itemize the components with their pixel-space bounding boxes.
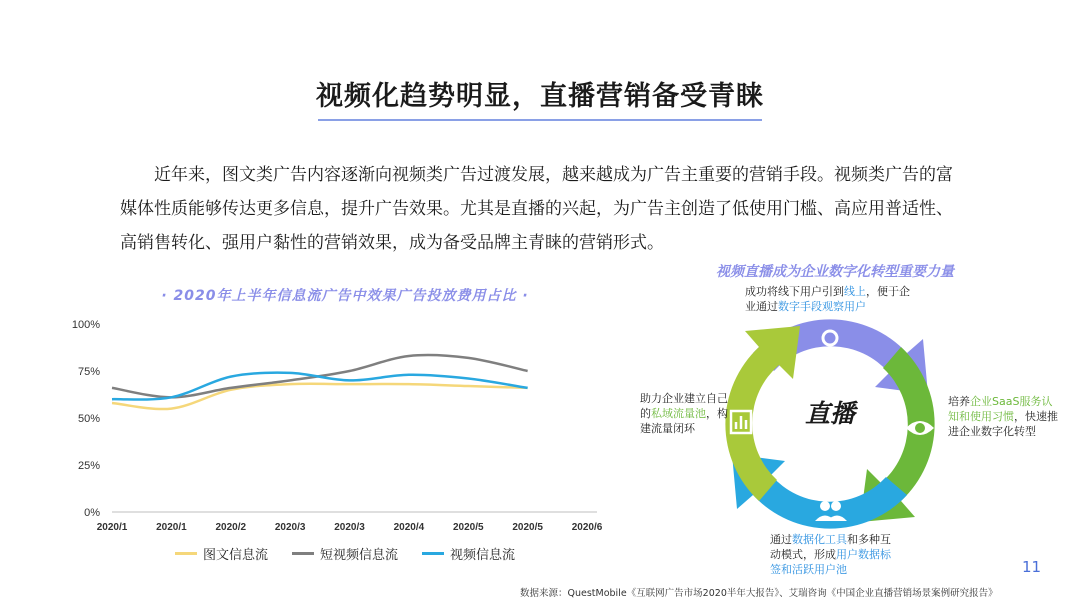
note-text: ，快速推进企业数字化转型 — [948, 410, 1058, 438]
x-tick-label: 2020/1 — [96, 522, 128, 533]
note-text: ，构建流量闭环 — [640, 407, 728, 435]
y-tick-label: 50% — [77, 413, 100, 425]
y-tick-label: 0% — [84, 507, 100, 519]
note-text: 通过 — [770, 533, 792, 546]
y-tick-label: 25% — [77, 460, 100, 472]
cycle-title: 视频直播成为企业数字化转型重要力量 — [716, 264, 954, 280]
legend-label: 图文信息流 — [203, 547, 269, 563]
cycle-note-bottom — [770, 532, 900, 577]
note-highlight: 数字手段观察用户 — [778, 300, 866, 313]
note-highlight: 企业SaaS服务认知和使用习惯 — [948, 395, 1053, 423]
x-tick-label: 2020/3 — [334, 522, 365, 533]
x-tick-label: 2020/6 — [571, 522, 603, 533]
y-tick-label: 100% — [71, 319, 100, 331]
x-tick-label: 2020/1 — [156, 522, 187, 533]
legend-item — [292, 545, 398, 561]
note-highlight: 用户数据标签和活跃用户池 — [770, 548, 891, 576]
note-text: 培养 — [948, 395, 970, 408]
title-underline — [318, 119, 762, 121]
x-tick-label: 2020/2 — [215, 522, 247, 533]
note-highlight: 私域流量池 — [651, 407, 706, 420]
intro-paragraph: 近年来，图文类广告内容逐渐向视频类广告过渡发展，越来越成为广告主重要的营销手段。视频类广告的富媒体性质能够传达更多信息，提升广告效果。尤其是直播的兴起，为广告主创造了低使用门槛、高应用普适性、高销售转化、强用户黏性的营销效果，成为备受品牌主青睐的营销形式。 — [120, 165, 953, 253]
x-tick-label: 2020/5 — [452, 522, 484, 533]
x-tick-label: 2020/3 — [274, 522, 306, 533]
cycle-note-right — [948, 394, 1063, 439]
note-highlight: 线上 — [844, 285, 866, 298]
legend-swatch — [422, 552, 444, 555]
data-source-note: 数据来源：QuestMobile《互联网广告市场2020半年大报告》、艾瑞咨询《中国企业直播营销场景案例研究报告》 — [520, 588, 998, 599]
note-text: 成功将线下用户引到 — [745, 285, 844, 298]
x-tick-label: 2020/5 — [512, 522, 543, 533]
y-tick-label: 75% — [77, 366, 100, 378]
line-chart — [60, 305, 620, 540]
page-number: 11 — [1022, 558, 1042, 576]
legend-item — [175, 545, 268, 561]
chart-legend — [175, 545, 515, 561]
note-highlight: 数据化工具 — [792, 533, 847, 546]
note-text: 助力企业建立自己的 — [640, 392, 728, 420]
x-tick-label: 2020/4 — [393, 522, 425, 533]
cycle-note-top — [745, 284, 915, 314]
legend-item — [422, 545, 515, 561]
legend-swatch — [175, 552, 197, 555]
page-title: 视频化趋势明显，直播营销备受青睐 — [316, 81, 764, 112]
chart-title: · 2020年上半年信息流广告中效果广告投放费用占比 · — [161, 288, 529, 304]
note-text: ，便于企业通过 — [745, 285, 910, 313]
legend-swatch — [292, 552, 314, 555]
cycle-center-label: 直播 — [804, 399, 855, 428]
note-text: 和多种互动模式，形成 — [770, 533, 891, 561]
legend-label: 视频信息流 — [450, 547, 516, 563]
cycle-note-left — [640, 391, 728, 436]
legend-label: 短视频信息流 — [320, 547, 399, 563]
